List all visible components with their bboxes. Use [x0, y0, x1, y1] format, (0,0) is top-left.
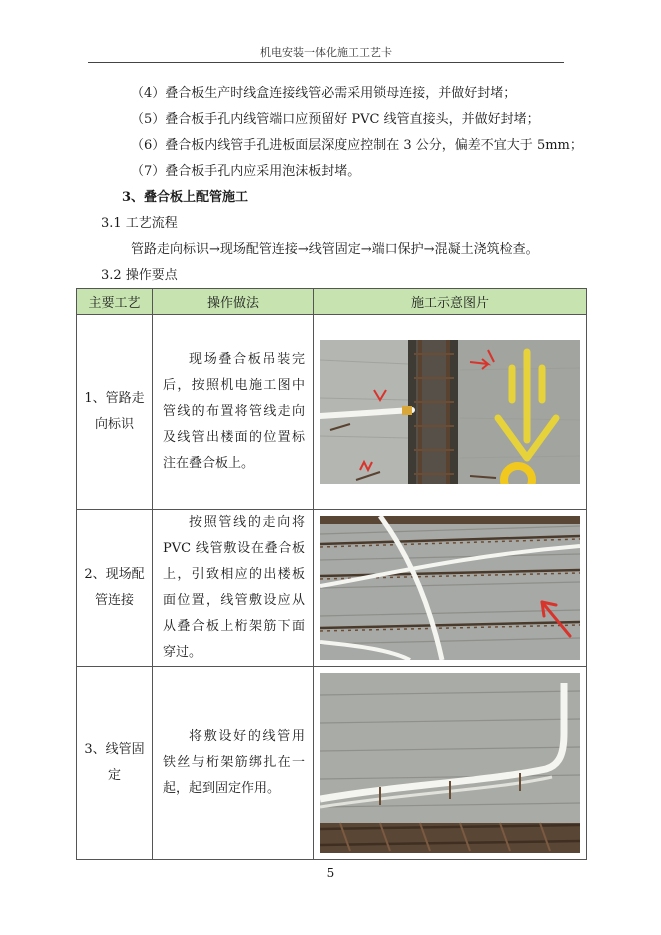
- list-item: （5）叠合板手孔内线管端口应预留好 PVC 线管直接头，并做好封堵；: [131, 112, 540, 127]
- subsection-title: 3.2 操作要点: [101, 268, 178, 283]
- site-photo-marking: [320, 340, 580, 484]
- site-photo-laying: [320, 516, 580, 660]
- page-number: 5: [326, 866, 335, 880]
- list-item: （4）叠合板生产时线盒连接线管必需采用锁母连接，并做好封堵；: [131, 86, 517, 101]
- process-flow: 管路走向标识→现场配管连接→线管固定→端口保护→混凝土浇筑检查。: [131, 242, 539, 257]
- photo-cell: [314, 667, 587, 860]
- method-cell: 按照管线的走向将 PVC 线管敷设在叠合板上，引致相应的出楼板面位置，线管敷设应从从叠合板上桁架筋下面穿过。: [153, 510, 314, 667]
- method-cell: 现场叠合板吊装完后，按照机电施工图中管线的布置将管线走向及线管出楼面的位置标注在叠合板上。: [153, 315, 314, 510]
- column-header: 主要工艺: [77, 289, 153, 315]
- step-cell: 1、管路走向标识: [77, 315, 153, 510]
- operations-table: [76, 288, 587, 860]
- subsection-title: 3.1 工艺流程: [101, 216, 178, 231]
- header-divider: [88, 62, 564, 63]
- site-photo-fixing: [320, 673, 580, 853]
- column-header: 操作做法: [153, 289, 314, 315]
- table-row: [77, 667, 587, 860]
- step-cell: 3、线管固定: [77, 667, 153, 860]
- photo-cell: [314, 510, 587, 667]
- photo-cell: [314, 315, 587, 510]
- table-row: [77, 315, 587, 510]
- method-cell: 将敷设好的线管用铁丝与桁架筋绑扎在一起，起到固定作用。: [153, 667, 314, 860]
- table-row: [77, 510, 587, 667]
- list-item: （7）叠合板手孔内应采用泡沫板封堵。: [131, 164, 361, 179]
- column-header: 施工示意图片: [314, 289, 587, 315]
- step-cell: 2、现场配管连接: [77, 510, 153, 667]
- section-title: 3、叠合板上配管施工: [122, 190, 249, 205]
- running-header: 机电安装一体化施工工艺卡: [260, 46, 392, 59]
- list-item: （6）叠合板内线管手孔进板面层深度应控制在 3 公分，偏差不宜大于 5mm；: [131, 138, 583, 153]
- table-header-row: [77, 289, 587, 315]
